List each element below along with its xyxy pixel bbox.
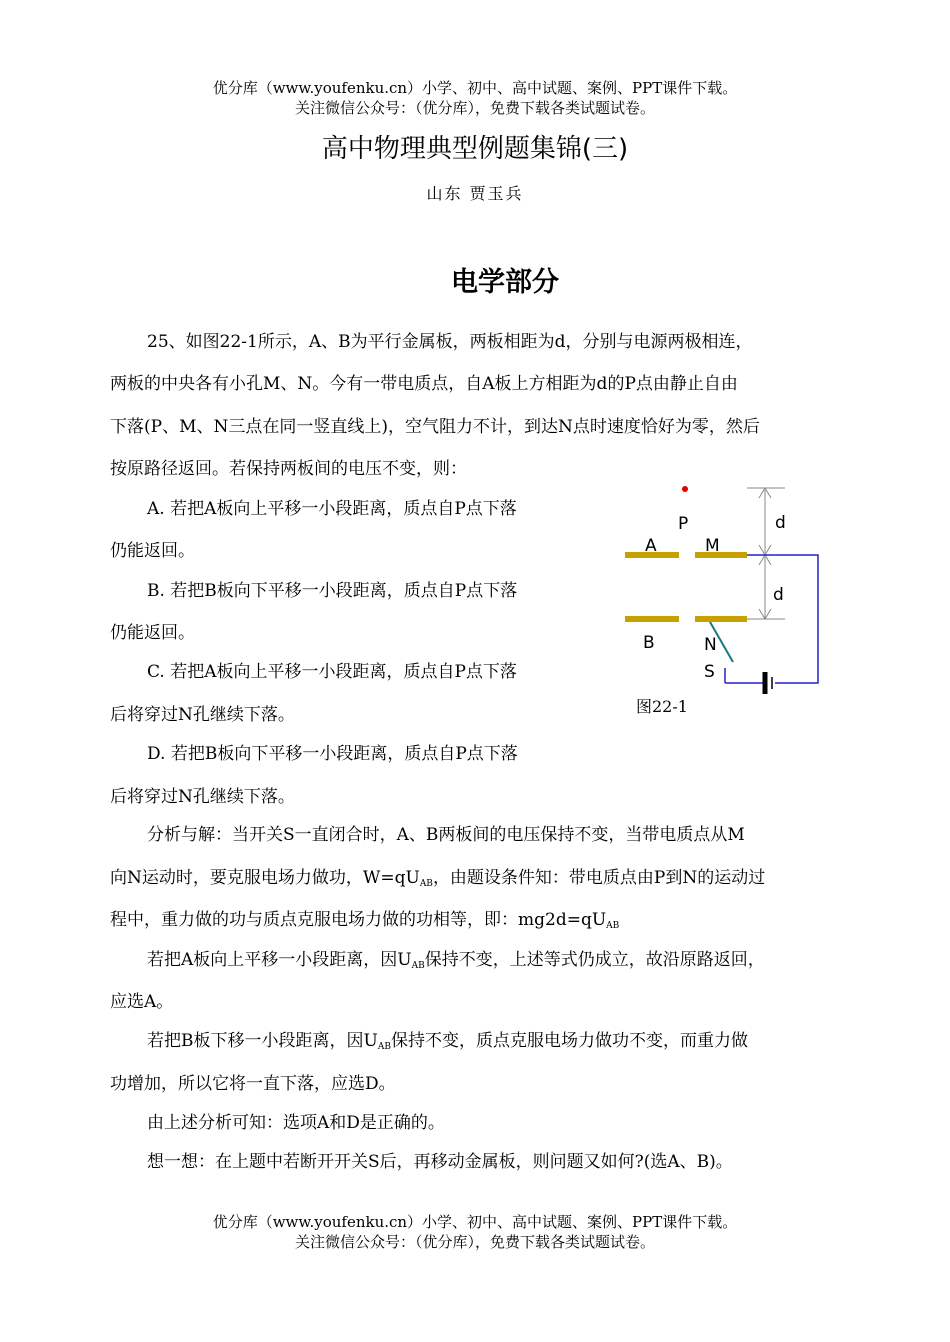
option-a-line-2: 仍能返回。	[110, 541, 195, 561]
problem-line-4: 按原路径返回。若保持两板间的电压不变，则：	[110, 459, 467, 479]
option-d-line-1: D. 若把B板向下平移一小段距离，质点自P点下落	[147, 744, 518, 764]
analysis-line-9: 想一想：在上题中若断开开关S后，再移动金属板，则问题又如何?(选A、B)。	[147, 1152, 733, 1172]
label-p: P	[678, 514, 689, 534]
analysis-line-3: 程中，重力做的功与质点克服电场力做的功相等，即：$mg2d=qU_{AB}$	[110, 910, 620, 931]
label-a: A	[645, 536, 657, 556]
header-line-1: 优分库（www.youfenku.cn）小学、初中、高中试题、案例、PPT课件下载。	[212, 79, 738, 97]
analysis-line-4: 若把A板向上平移一小段距离，因$U_{AB}$保持不变，上述等式仍成立，故沿原路返回，	[147, 950, 765, 971]
author: 山东 贾玉兵	[426, 184, 524, 203]
plate-b-left	[625, 616, 679, 622]
plate-b-right	[695, 616, 747, 622]
subscript-ab: AB	[377, 1042, 391, 1052]
analysis-line-7: 功增加，所以它将一直下落，应选D。	[110, 1074, 396, 1094]
option-c-line-1: C. 若把A板向上平移一小段距离，质点自P点下落	[147, 662, 517, 682]
label-s: S	[704, 662, 715, 682]
problem-line-2: 两板的中央各有小孔M、N。今有一带电质点，自A板上方相距为d的P点由静止自由	[110, 374, 738, 394]
label-b: B	[643, 633, 655, 653]
option-c-line-2: 后将穿过N孔继续下落。	[110, 705, 295, 725]
analysis-line-6: 若把B板下移一小段距离，因$U_{AB}$保持不变，质点克服电场力做功不变，而重力做	[147, 1031, 748, 1052]
subscript-ab: AB	[419, 879, 433, 889]
option-b-line-2: 仍能返回。	[110, 623, 195, 643]
option-d-line-2: 后将穿过N孔继续下落。	[110, 787, 295, 807]
analysis-line-5: 应选A。	[110, 992, 174, 1012]
capacitor-circuit-figure	[615, 478, 835, 713]
problem-line-3: 下落(P、M、N三点在同一竖直线上)，空气阻力不计，到达N点时速度恰好为零，然后	[110, 417, 760, 437]
figure-caption: 图22-1	[636, 697, 688, 716]
analysis-line-2: 向N运动时，要克服电场力做功，$W=qU_{AB}$，由题设条件知：带电质点由P到N的运动过	[110, 868, 766, 889]
analysis-line-8: 由上述分析可知：选项A和D是正确的。	[147, 1113, 445, 1133]
header-line-2: 关注微信公众号：（优分库），免费下载各类试题试卷。	[294, 99, 655, 117]
label-d-bottom: d	[773, 585, 784, 605]
analysis-line-1: 分析与解：当开关S一直闭合时，A、B两板间的电压保持不变，当带电质点从M	[147, 825, 745, 845]
footer-line-2: 关注微信公众号：（优分库），免费下载各类试题试卷。	[294, 1233, 655, 1251]
label-m: M	[705, 536, 720, 556]
problem-line-1: 25、如图22-1所示，A、B为平行金属板，两板相距为d，分别与电源两极相连，	[147, 332, 753, 352]
subscript-ab: AB	[411, 961, 425, 971]
section-title: 电学部分	[451, 267, 559, 298]
plate-a-right	[695, 552, 747, 558]
page-title: 高中物理典型例题集锦(三)	[321, 134, 629, 164]
label-d-top: d	[775, 513, 786, 533]
footer-line-1: 优分库（www.youfenku.cn）小学、初中、高中试题、案例、PPT课件下载。	[212, 1213, 738, 1231]
label-n: N	[704, 635, 717, 655]
subscript-ab: AB	[606, 921, 620, 931]
option-a-line-1: A. 若把A板向上平移一小段距离，质点自P点下落	[147, 499, 517, 519]
option-b-line-1: B. 若把B板向下平移一小段距离，质点自P点下落	[147, 581, 518, 601]
point-p-marker	[682, 486, 688, 492]
